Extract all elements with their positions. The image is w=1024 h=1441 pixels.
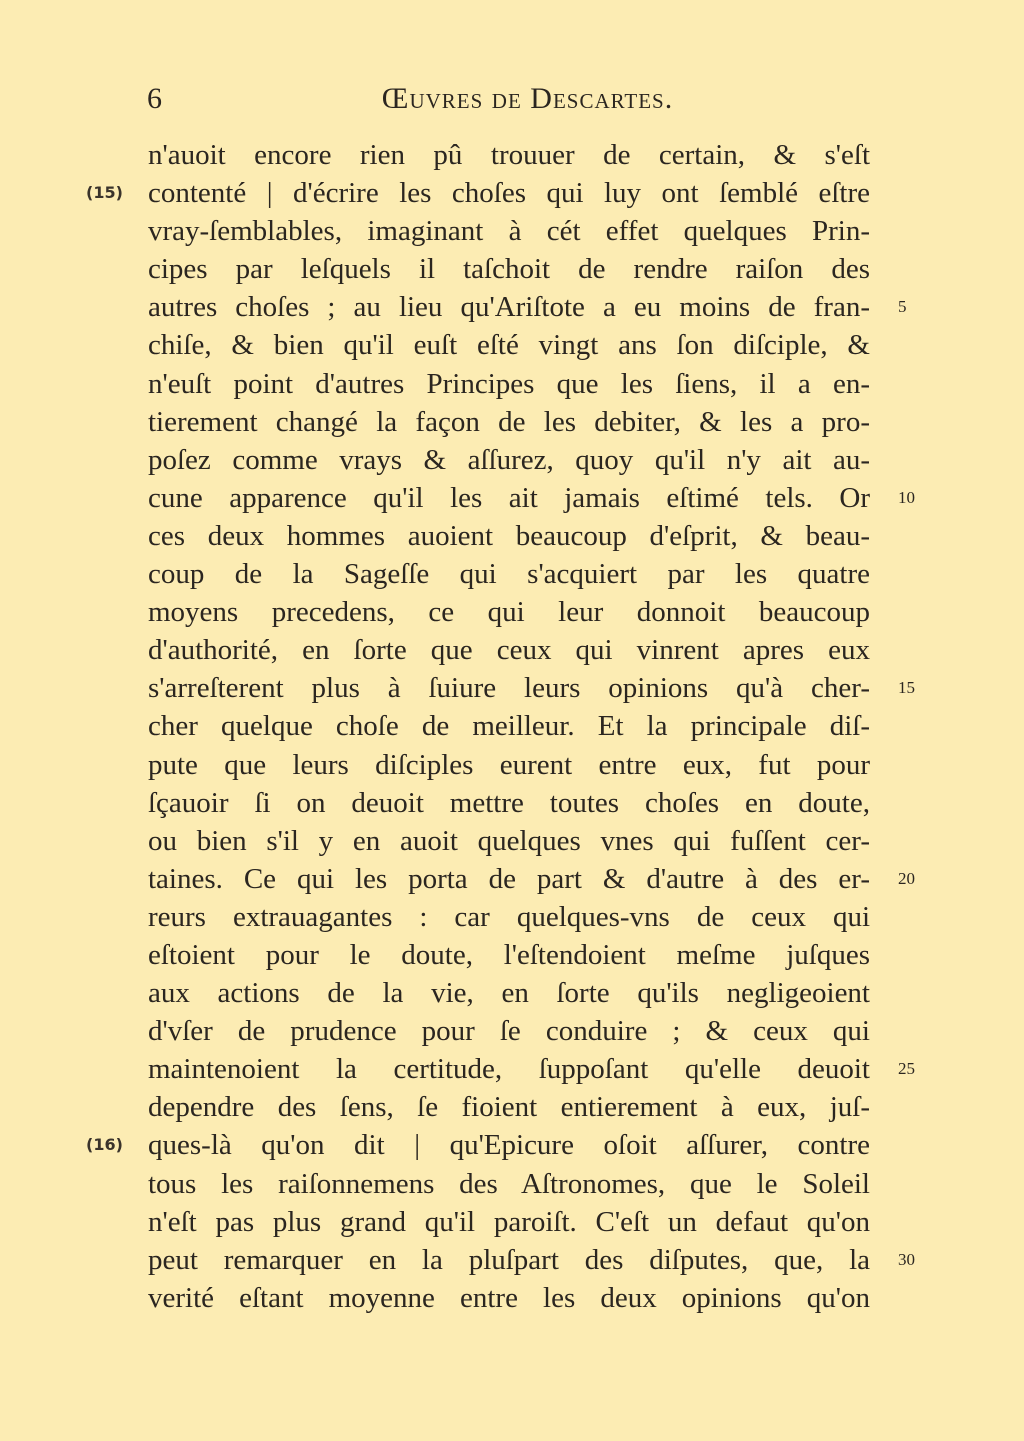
text-line-content: maintenoient la certitude, ſuppoſant qu'elle deuoit [148, 1053, 870, 1086]
text-line [148, 212, 870, 250]
text-line-content: cipes par leſquels il taſchoit de rendre raiſon des [148, 253, 870, 286]
text-line-content: contenté | d'écrire les choſes qui luy ont ſemblé eſtre [148, 177, 870, 210]
text-line-content: dependre des ſens, ſe fioient entierement à eux, juſ- [148, 1091, 870, 1124]
text-line [148, 479, 915, 517]
line-number: 10 [898, 487, 915, 507]
text-line [148, 707, 870, 745]
text-line [148, 1241, 915, 1279]
text-line [148, 669, 915, 707]
text-line-content: chiſe, & bien qu'il euſt eſté vingt ans ſon diſciple, & [148, 329, 870, 362]
text-line-content: ces deux hommes auoient beaucoup d'eſprit, & beau- [148, 519, 870, 552]
text-line [148, 822, 870, 860]
text-line [148, 1165, 870, 1203]
text-line-content: moyens precedens, ce qui leur donnoit beaucoup [148, 596, 870, 629]
margin-page-reference: (16) [86, 1135, 123, 1155]
text-line [148, 250, 870, 288]
text-line-content: ou bien s'il y en auoit quelques vnes qui fuſſent cer- [148, 824, 870, 857]
text-line [148, 555, 870, 593]
text-line-content: d'authorité, en ſorte que ceux qui vinrent apres eux [148, 634, 870, 667]
body-text [86, 136, 915, 1317]
text-line-content: taines. Ce qui les porta de part & d'autre à des er- [148, 862, 870, 895]
text-line [148, 898, 870, 936]
text-line [148, 326, 870, 364]
page-number: 6 [147, 82, 163, 115]
text-line [148, 517, 870, 555]
text-line [148, 593, 870, 631]
text-line [148, 936, 870, 974]
text-line [148, 403, 870, 441]
text-line-content: d'vſer de prudence pour ſe conduire ; & ceux qui [148, 1015, 870, 1048]
text-line [148, 1203, 870, 1241]
text-line-content: reurs extrauagantes : car quelques-vns de ceux qui [148, 900, 870, 933]
text-line-content: vray-ſemblables, imaginant à cét effet quelques Prin- [148, 215, 870, 248]
text-line [148, 365, 870, 403]
text-line-content: n'auoit encore rien pû trouuer de certain, & s'eſt [148, 139, 870, 171]
text-line [148, 1012, 870, 1050]
line-number: 5 [898, 297, 907, 317]
text-line [148, 784, 870, 822]
text-line [148, 136, 870, 174]
text-line [148, 1050, 915, 1088]
text-line-content: coup de la Sageſſe qui s'acquiert par les quatre [148, 558, 870, 591]
margin-page-reference: (15) [86, 183, 123, 203]
text-line [148, 631, 870, 669]
text-line-content: ſçauoir ſi on deuoit mettre toutes choſes en doute, [148, 786, 870, 819]
line-number: 15 [898, 678, 915, 698]
text-line-content: ques-là qu'on dit | qu'Epicure oſoit aſſurer, contre [148, 1129, 870, 1162]
text-line-content: aux actions de la vie, en ſorte qu'ils negligeoient [148, 977, 870, 1010]
text-line-content: pute que leurs diſciples eurent entre eux, fut pour [148, 748, 870, 781]
text-line-content: s'arreſterent plus à ſuiure leurs opinions qu'à cher- [148, 672, 870, 705]
line-number: 25 [898, 1059, 915, 1079]
text-line-content: tierement changé la façon de les debiter, & les a pro- [148, 405, 870, 438]
text-line-content: tous les raiſonnemens des Aſtronomes, que le Soleil [148, 1167, 870, 1200]
text-line [86, 174, 870, 212]
text-line [86, 1126, 870, 1164]
text-line [148, 974, 870, 1012]
text-line-content: n'eſt pas plus grand qu'il paroiſt. C'eſt un defaut qu'on [148, 1205, 870, 1238]
page-header [145, 82, 870, 122]
text-line [148, 288, 907, 326]
text-line-content: autres choſes ; au lieu qu'Ariſtote a eu moins de fran- [148, 291, 870, 324]
text-line [148, 860, 915, 898]
line-number: 20 [898, 868, 915, 888]
text-line-content: poſez comme vrays & aſſurez, quoy qu'il n'y ait au- [148, 443, 870, 476]
text-line-content: cune apparence qu'il les ait jamais eſtimé tels. Or [148, 481, 870, 514]
text-line-content: cher quelque choſe de meilleur. Et la principale diſ- [148, 710, 870, 743]
text-line-content: peut remarquer en la pluſpart des diſputes, que, la [148, 1243, 870, 1276]
running-title: Œuvres de Descartes. [381, 82, 674, 115]
text-line-content: verité eſtant moyenne entre les deux opinions qu'on [148, 1281, 870, 1314]
text-line [148, 441, 870, 479]
text-line-content: n'euſt point d'autres Principes que les ſiens, il a en- [148, 367, 870, 400]
text-line [148, 1088, 870, 1126]
line-number: 30 [898, 1249, 915, 1269]
text-line [148, 1279, 870, 1317]
text-line-content: eſtoient pour le doute, l'eſtendoient meſme juſques [148, 938, 870, 971]
text-line [148, 746, 870, 784]
